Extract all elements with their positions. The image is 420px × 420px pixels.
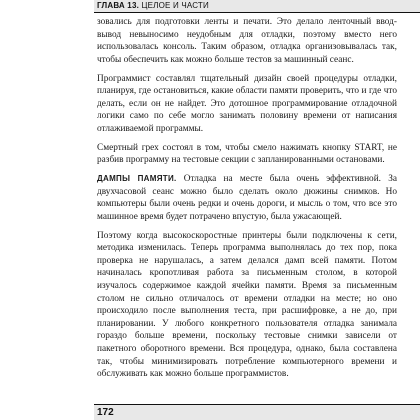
- footer-bar: [94, 404, 420, 420]
- paragraph-2: Программист составлял тщательный дизайн своей процедуры отладки, планируя, где остановиться, какие области памяти проверить, что и где что делать, если он не найдет. Это дотошное программирование отладочной логики само по себе могло занимать половину времени от написания отлаживаемой программы.: [97, 73, 397, 134]
- paragraph-section: [97, 173, 397, 223]
- body-text: [97, 16, 397, 381]
- section-runin-heading: ДАМПЫ ПАМЯТИ.: [97, 174, 177, 184]
- chapter-title: ЦЕЛОЕ И ЧАСТИ: [141, 1, 209, 10]
- section-text: Отладка на месте была очень эффективной. За двухчасовой сеанс можно было сделать около дюжины снимков. Но компьютеры были очень редки и очень дороги, и мысль о том, что все это машинное время будет потрачено впустую, была ужасающей.: [97, 174, 397, 222]
- paragraph-5: Поэтому когда высокоскоростные принтеры были подключены к сети, методика изменилась. Теперь программа выполнялась до тех пор, пока проверка не нарушалась, а затем делался дамп всей памяти. Потом начиналась кропотливая работа за письменным столом, в которой изучалось содержимое каждой ячейки памяти. Время за письменным столом не сильно отличалось от времени отладки на месте; но оно происходило после выполнения теста, при расшифровке, а не до, при планировании. У любого конкретного пользователя отладка занимала гораздо больше времени, поскольку тестовые снимки зависели от пакетного оборотного времени. Вся процедура, однако, была составлена так, чтобы минимизировать потребление компьютерного времени и обслуживать как можно больше программистов.: [97, 230, 397, 380]
- paragraph-1: зовались для подготовки ленты и печати. Это делало ленточный ввод-вывод невыносимо неудобным для отладки, поэтому вместо него использовалась консоль. Таким образом, отладка организовывалась так, чтобы обеспечить как можно больше тестов за машинный сеанс.: [97, 17, 397, 65]
- chapter-label: ГЛАВА 13.: [97, 1, 140, 10]
- page-number: 172: [97, 407, 114, 418]
- paragraph-3: Смертный грех состоял в том, чтобы смело нажимать кнопку START, не разбив программу на тестовые секции с запланированными остановами.: [97, 142, 397, 166]
- running-header: [94, 0, 420, 13]
